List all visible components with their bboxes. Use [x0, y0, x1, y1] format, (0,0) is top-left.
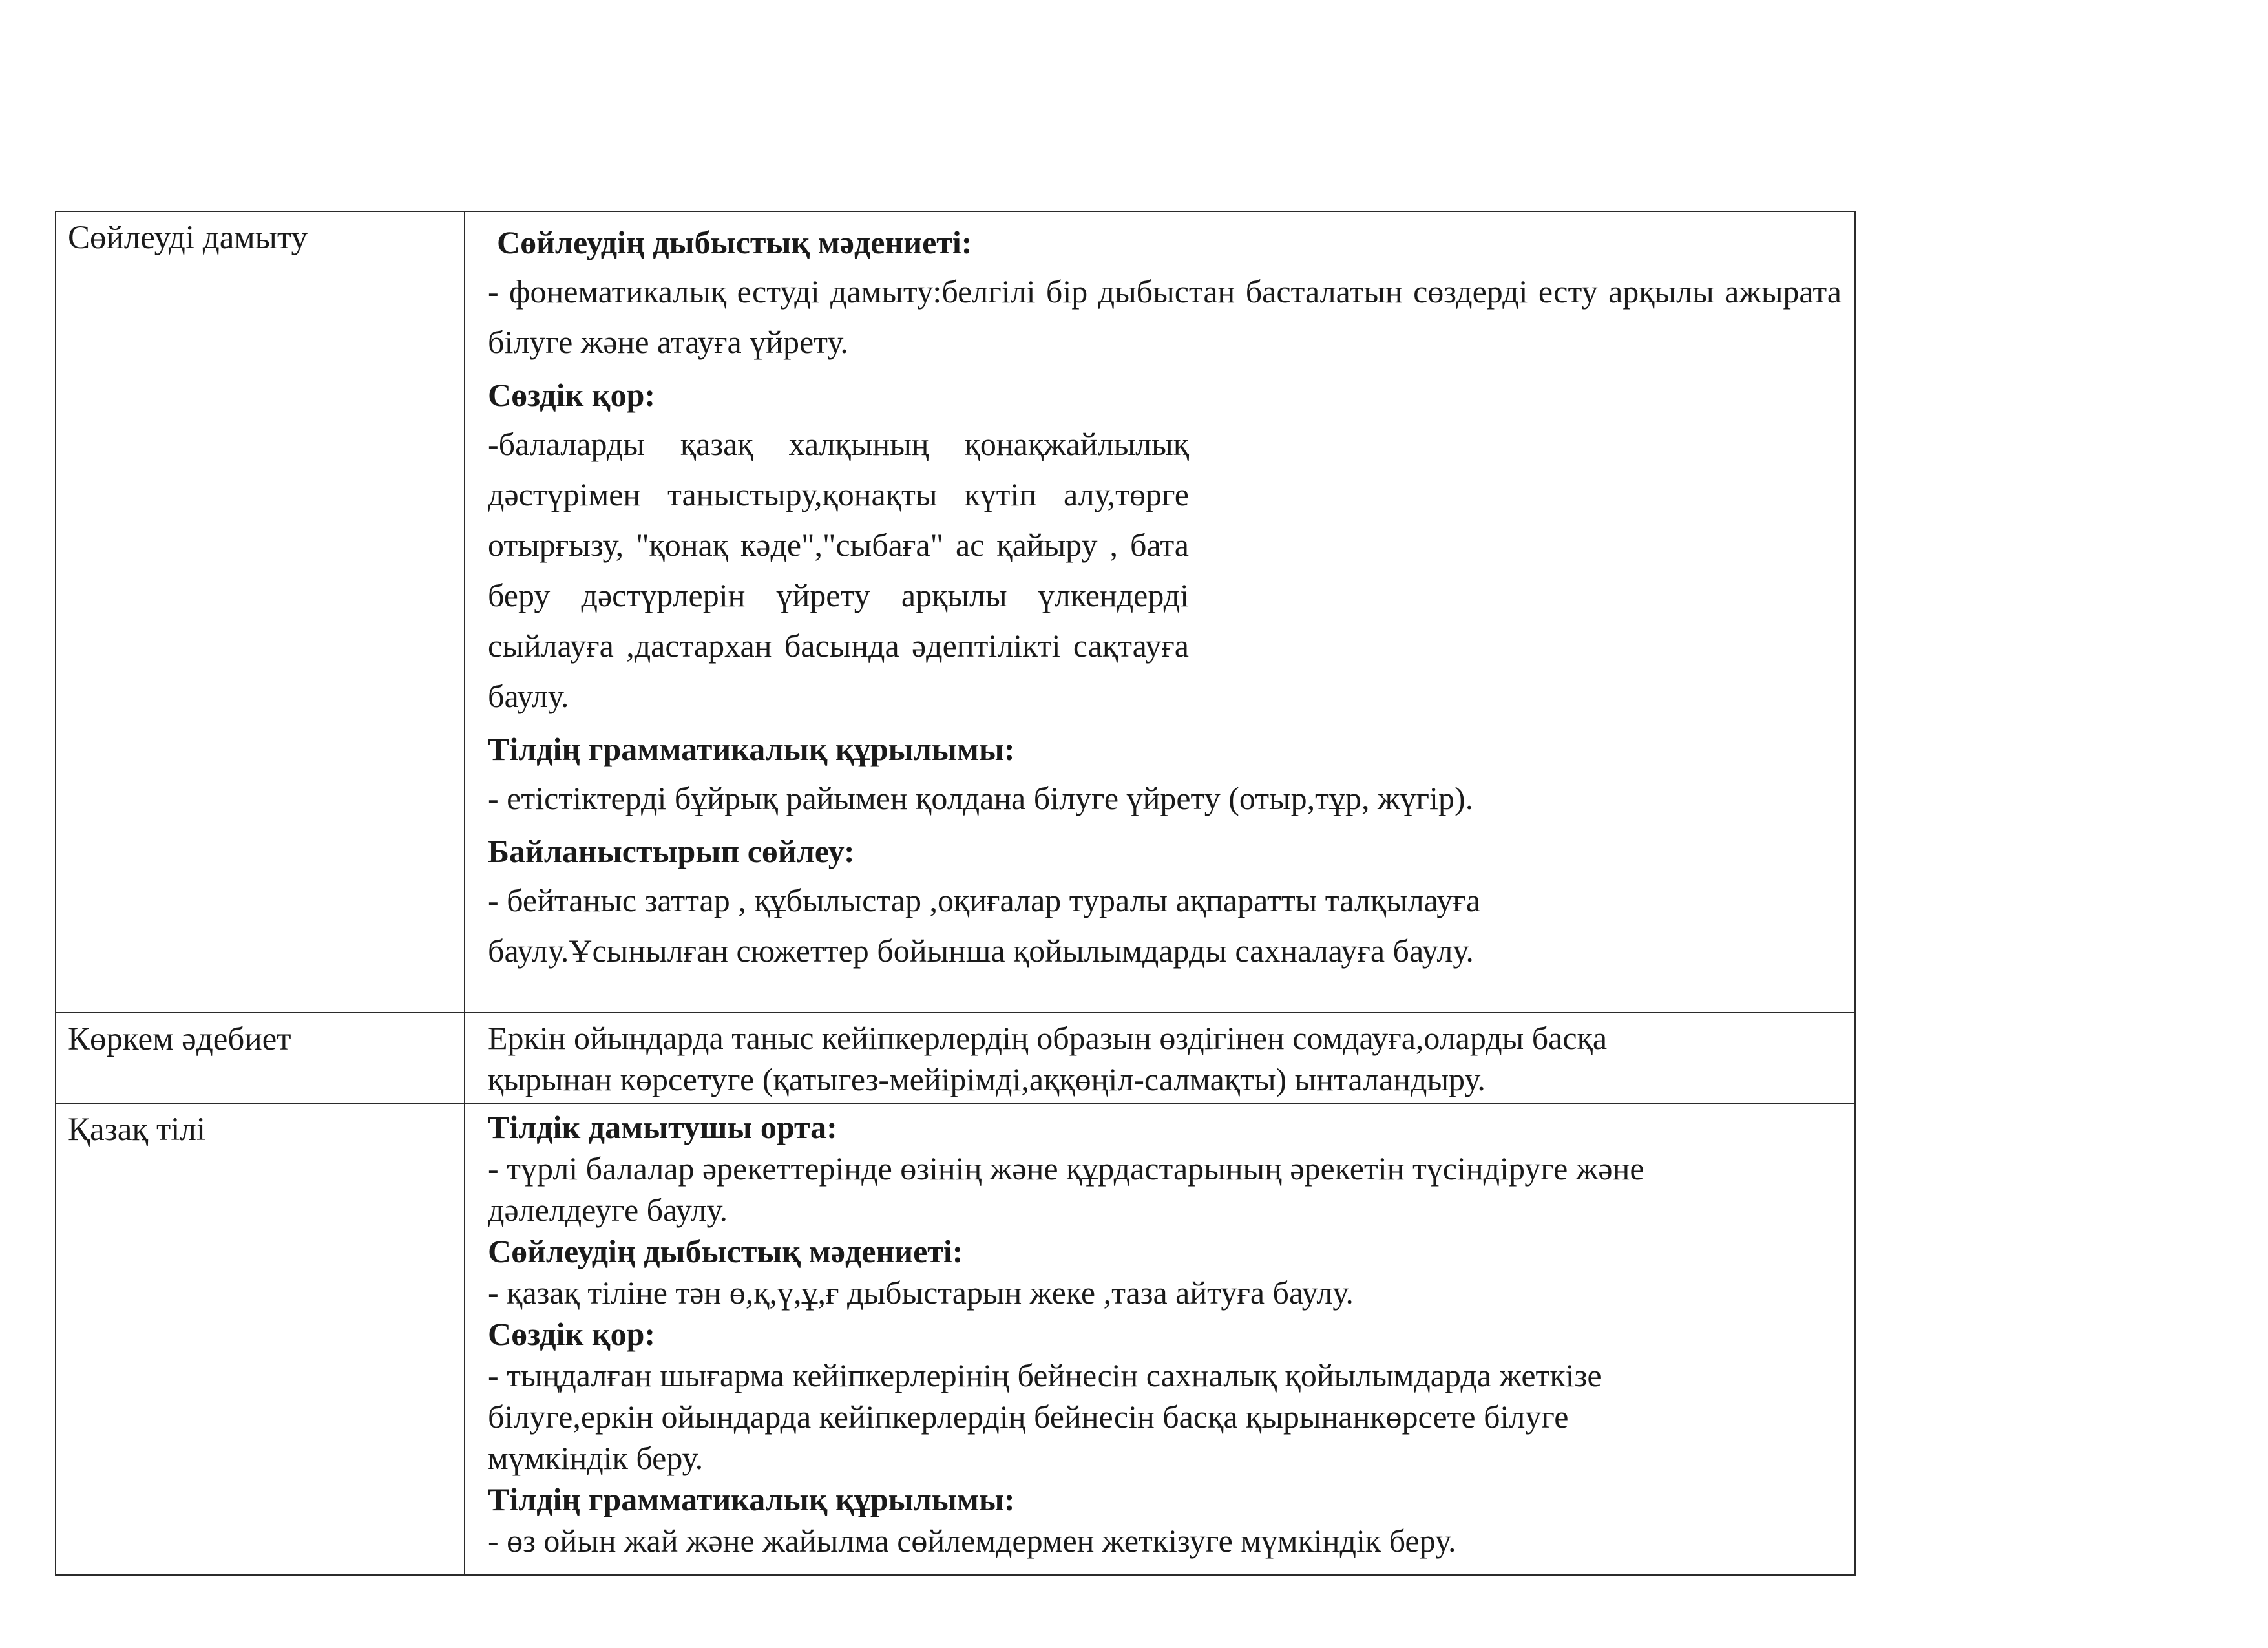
- content-cell: [465, 1013, 1855, 1103]
- section-text-line: баулу.Ұсынылған сюжеттер бойынша қойылымдарды сахналауға баулу.: [488, 933, 1474, 969]
- content-cell: [465, 211, 1855, 1013]
- curriculum-table: [55, 211, 1856, 1576]
- section-heading: Сөздік қор:: [488, 1316, 656, 1352]
- table-row: [56, 1103, 1855, 1575]
- section-text-line: мүмкіндік беру.: [488, 1440, 704, 1476]
- section-text-line: - түрлі балалар әрекеттерінде өзінің және құрдастарының әрекетін түсіндіруге және: [488, 1150, 1644, 1187]
- section-heading: Тілдік дамытушы орта:: [488, 1109, 837, 1145]
- subject-cell: [56, 1103, 465, 1575]
- subject-label: Қазақ тілі: [68, 1112, 206, 1148]
- section-text: - етістіктерді бұйрық райымен қолдана білуге үйрету (отыр,тұр, жүгір).: [488, 780, 1474, 816]
- table-row: [56, 1013, 1855, 1103]
- section-text-line: - тыңдалған шығарма кейіпкерлерінің бейнесін сахналық қойылымдарда жеткізе: [488, 1357, 1602, 1393]
- table-row: [56, 211, 1855, 1013]
- subject-label: Көркем әдебиет: [68, 1021, 291, 1057]
- subject-cell: [56, 211, 465, 1013]
- section-text-line: дәлелдеуге баулу.: [488, 1192, 728, 1228]
- section-text-line: білуге,еркін ойындарда кейіпкерлердің бейнесін басқа қырынанкөрсете білуге: [488, 1399, 1569, 1435]
- text-line: Еркін ойындарда таныс кейіпкерлердің образын өздігінен сомдауға,оларды басқа: [488, 1020, 1608, 1056]
- text-line: қырынан көрсетуге (қатыгез-мейірімді,аққөңіл-салмақты) ынталандыру.: [488, 1061, 1486, 1097]
- section-text-line: - өз ойын жай және жайылма сөйлемдермен жеткізуге мүмкіндік беру.: [488, 1523, 1456, 1559]
- section-heading: Байланыстырып сөйлеу:: [488, 833, 855, 869]
- subject-label: Сөйлеуді дамыту: [68, 220, 308, 256]
- section-text-line: - бейтаныс заттар , құбылыстар ,оқиғалар туралы ақпаратты талқылауға: [488, 882, 1481, 918]
- section-heading: Тілдің грамматикалық құрылымы:: [488, 731, 1015, 767]
- subject-cell: [56, 1013, 465, 1103]
- section-heading: Сөздік қор:: [488, 377, 656, 413]
- section-text: -балаларды қазақ халқының қонақжайлылық дәстүрімен таныстыру,қонақты күтіп алу,төрге отырғызу, "қонақ кәде","сыбаға" ас қайыру , бата беру дәстүрлерін үйрету арқылы үлкендерді сыйлауға ,дастархан басында әдептілікті сақтауға баулу.: [488, 426, 1189, 714]
- section-heading: Сөйлеудің дыбыстық мәдениеті:: [497, 224, 972, 260]
- section-heading: Тілдің грамматикалық құрылымы:: [488, 1481, 1015, 1517]
- section-text: - фонематикалық естуді дамыту:белгілі бір дыбыстан басталатын сөздерді есту арқылы ажырата білуге және атауға үйрету.: [488, 273, 1842, 360]
- section-heading: Сөйлеудің дыбыстық мәдениеті:: [488, 1233, 963, 1269]
- content-cell: [465, 1103, 1855, 1575]
- section-text-line: - қазақ тіліне тән ө,қ,ү,ұ,ғ дыбыстарын жеке ,таза айтуға баулу.: [488, 1274, 1354, 1311]
